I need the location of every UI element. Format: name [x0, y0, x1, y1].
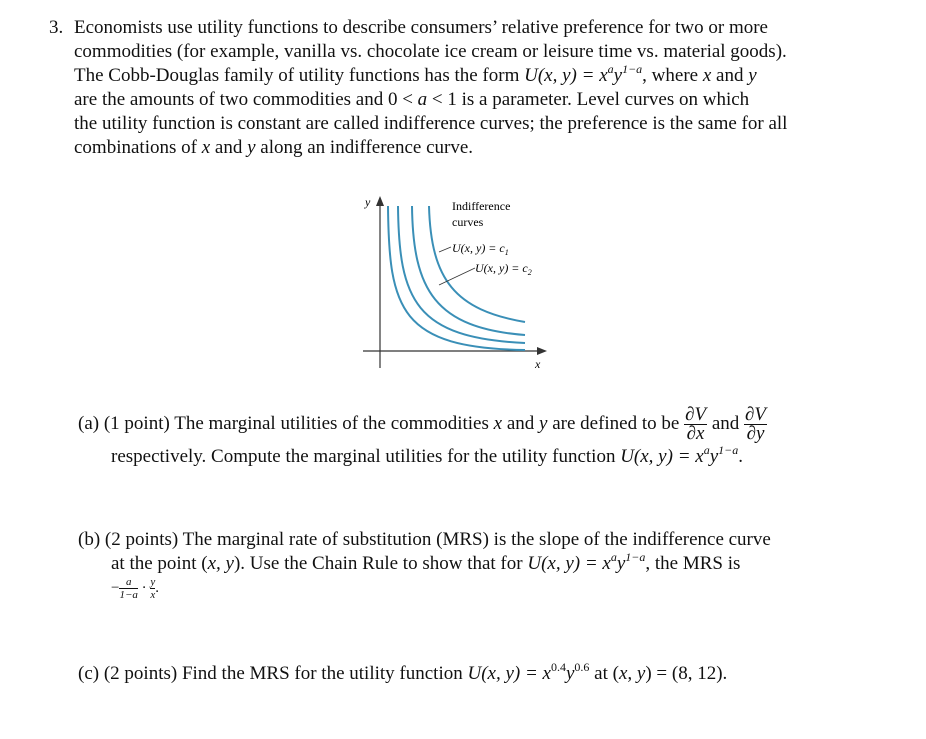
- x-axis-arrow: [537, 347, 547, 355]
- y-axis-arrow: [376, 196, 384, 206]
- exponent: 1−a: [625, 550, 646, 564]
- text: are the amounts of two commodities and 0 <: [74, 89, 418, 110]
- intro-line-3: [74, 64, 757, 88]
- numerator: y: [150, 576, 156, 589]
- denominator: 1−a: [119, 589, 138, 602]
- partial-v-x-fraction: [684, 406, 707, 443]
- text: at the point (: [111, 553, 208, 574]
- text: and: [210, 137, 248, 158]
- denominator: ∂y: [746, 423, 765, 445]
- intro-line-2: commodities (for example, vanilla vs. chocolate ice cream or leisure time vs. material goods).: [74, 41, 787, 62]
- text: and: [502, 413, 540, 434]
- point-xy: x, y: [618, 663, 646, 684]
- exponent: a: [610, 550, 617, 564]
- subscript: 2: [527, 268, 532, 277]
- part-b-line-2: [111, 552, 740, 576]
- y-axis-label: y: [365, 195, 371, 209]
- mrs-expression: [111, 576, 159, 601]
- part-a-line-2: [111, 445, 743, 469]
- var-x: x: [702, 65, 712, 86]
- figure-title-2: curves: [452, 215, 484, 229]
- curve-label-2: [475, 261, 532, 277]
- text: The Cobb-Douglas family of utility functions has the form: [74, 65, 525, 86]
- denominator: x: [150, 589, 156, 602]
- numerator: a: [125, 576, 132, 589]
- point-xy: x, y: [207, 553, 234, 574]
- label-text: U(x, y) = c: [475, 261, 528, 275]
- var-y: y: [748, 65, 757, 86]
- text: ). Use the Chain Rule to show that for: [233, 553, 528, 574]
- text: The marginal rate of substitution (MRS) is the slope of the indifference curve: [178, 529, 771, 550]
- partial-v-y-fraction: [744, 406, 767, 443]
- formula: U(x, y) = x: [620, 446, 704, 467]
- text: and: [711, 65, 749, 86]
- numerator: ∂V: [745, 404, 767, 426]
- indifference-curves-figure: [355, 190, 555, 375]
- text: are defined to be: [547, 413, 685, 434]
- text: Find the MRS for the utility function: [177, 663, 468, 684]
- denominator: ∂x: [686, 423, 705, 445]
- part-label: (c): [78, 663, 100, 684]
- label1-pointer: [439, 247, 451, 252]
- text: respectively. Compute the marginal utilities for the utility function: [111, 446, 621, 467]
- text: combinations of: [74, 137, 202, 158]
- points: (2 points): [104, 529, 179, 550]
- a-over-1-minus-a: [119, 576, 137, 601]
- text: The marginal utilities of the commodities: [169, 413, 494, 434]
- var-y: y: [709, 446, 719, 467]
- text: < 1 is a parameter. Level curves on which: [427, 89, 750, 110]
- points: (1 point): [103, 413, 170, 434]
- part-label: (a): [78, 413, 100, 434]
- var-x: x: [493, 413, 503, 434]
- part-label: (b): [78, 529, 101, 550]
- minus: −: [111, 580, 120, 596]
- cobb-douglas-formula: U(x, y) = x: [524, 65, 608, 86]
- var-a: a: [417, 89, 428, 110]
- dot: ·: [141, 580, 147, 596]
- curve-label-1: [452, 241, 509, 257]
- intro-line-1: Economists use utility functions to describe consumers’ relative preference for two or more: [74, 17, 768, 38]
- exponent: a: [703, 443, 710, 457]
- text: and: [707, 413, 745, 434]
- text: .: [155, 580, 160, 596]
- text: ) = (8, 12).: [645, 663, 728, 684]
- text: , the MRS is: [645, 553, 741, 574]
- label-text: U(x, y) = c: [452, 241, 505, 255]
- intro-line-4: [74, 88, 749, 112]
- intro-line-5: the utility function is constant are called indifference curves; the preference is the same for all: [74, 113, 788, 134]
- var-y: y: [539, 413, 548, 434]
- points: (2 points): [103, 663, 178, 684]
- problem-number: 3.: [49, 17, 64, 38]
- text: along an indifference curve.: [255, 137, 474, 158]
- intro-line-6: [74, 136, 473, 160]
- exponent: 1−a: [718, 443, 739, 457]
- exponent: 1−a: [622, 62, 643, 76]
- text: .: [738, 446, 743, 467]
- formula: U(x, y) = x: [467, 663, 551, 684]
- text: at (: [589, 663, 619, 684]
- x-axis-label: x: [535, 357, 541, 371]
- part-b-line-1: [78, 528, 771, 552]
- formula: U(x, y) = x: [527, 553, 611, 574]
- subscript: 1: [504, 248, 509, 257]
- exponent: 0.4: [550, 660, 566, 674]
- text: , where: [642, 65, 703, 86]
- numerator: ∂V: [685, 404, 707, 426]
- var-y: y: [613, 65, 623, 86]
- var-y: y: [565, 663, 575, 684]
- exponent: 0.6: [574, 660, 590, 674]
- figure-title-1: Indifference: [452, 199, 511, 213]
- exponent: a: [607, 62, 614, 76]
- part-c-line-1: [78, 662, 727, 686]
- part-a-line-1: [78, 402, 767, 446]
- var-y: y: [247, 137, 256, 158]
- var-x: x: [201, 137, 211, 158]
- var-y: y: [616, 553, 626, 574]
